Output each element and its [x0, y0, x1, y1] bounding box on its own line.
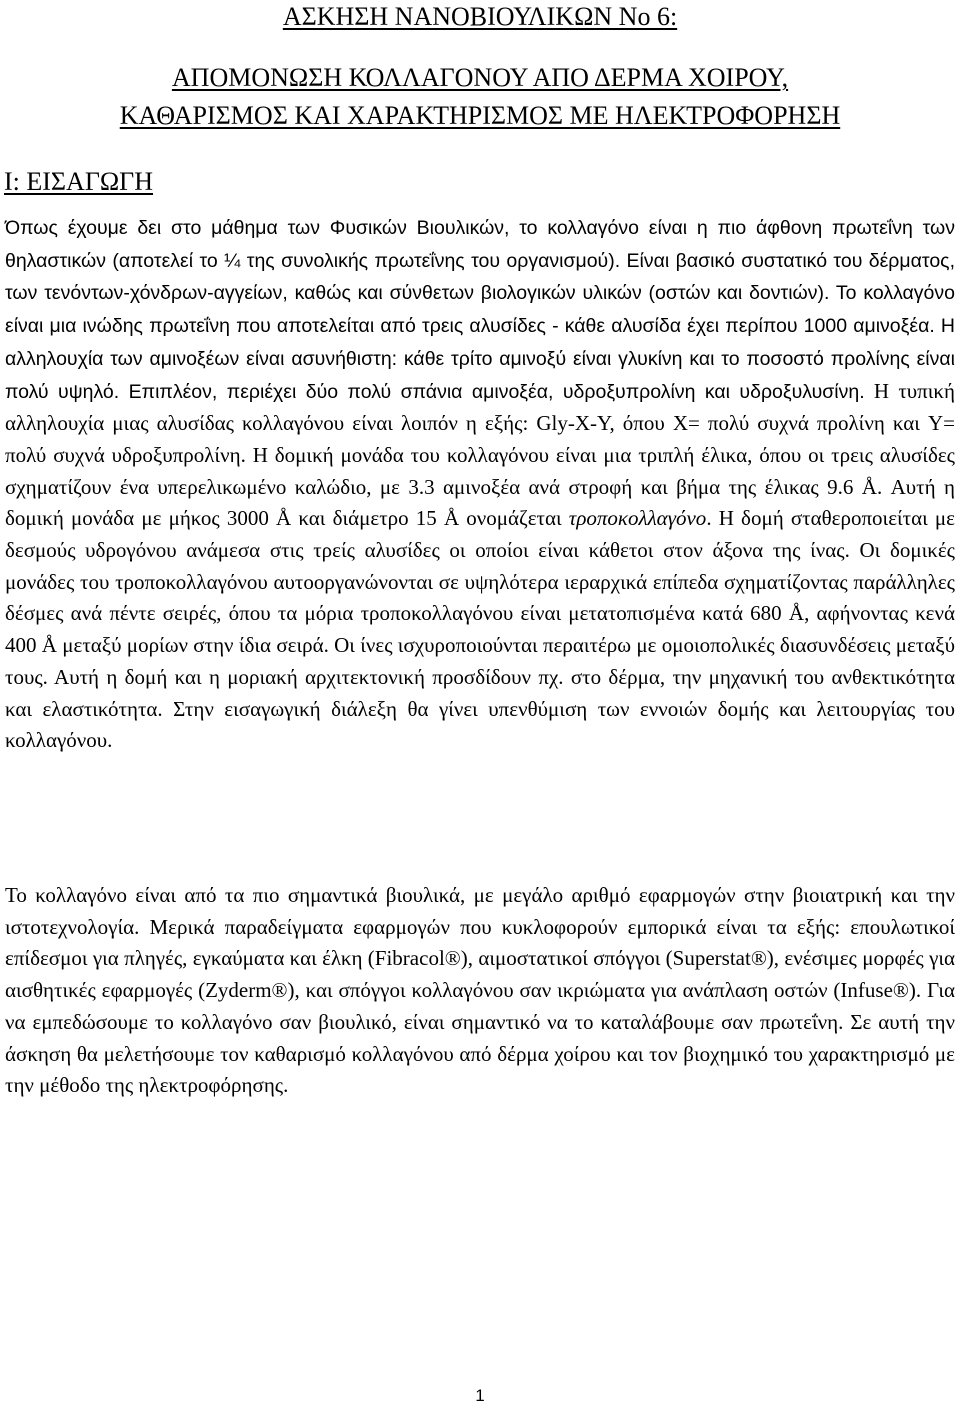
intro-sentence-2: πρωτεΐνη των θηλαστικών (αποτελεί το ¼ της συνολικής πρωτεΐνης του οργανισμού). Είναι βασικό συστατικό του δέρματος, των τενόντων-χόνδρων-αγγείων, καθώς και σύνθετων βιολογικών υλικών (οστών και δοντιών). Το κολλαγόνο είναι μια ινώδης πρωτεΐνη που αποτελείται από τρεις αλυσίδες - κάθε αλυσίδα έχει περίπου 1000 αμινοξέα. Η αλληλουχία των αμινοξέων είναι ασυνήθιστη: κάθε τρίτο αμινοξύ είναι γλυκίνη και το ποσοστό προλίνης είναι πολύ υψηλό. Επιπλέον, περιέχει δύο πολύ σπάνια αμινοξέα, υδροξυπρολίνη και υδροξυλυσίνη.: [5, 217, 955, 403]
tropocollagen-term: τροποκολλαγόνο: [568, 506, 707, 531]
intro-sentence-5: . Η δομή σταθεροποιείται με δεσμούς υδρογόνου ανάμεσα στις τρείς αλυσίδες οι οποίοι είναι κάθετοι στον άξονα της ίνας. Οι δομικές μονάδες του τροποκολλαγόνου αυτοοργανώνονται σε υψηλότερα ιεραρχικά επίπεδα σχηματίζοντας παράλληλες δέσμες ανά πέντε σειρές, όπου τα μόρια τροποκολλαγόνου είναι μετατοπισμένα κατά 680 Å, αφήνοντας κενά 400 Å μεταξύ μορίων στην ίδια σειρά. Οι ίνες ισχυροποιούνται περαιτέρω με ομοιοπολικές διασυνδέσεις μεταξύ τους. Αυτή η δομή και η μοριακή αρχιτεκτονική προσδίδουν πχ. στο δέρμα, την μηχανική του ανθεκτικότητα και ελαστικότητα. Στην εισαγωγική διάλεξη θα γίνει υπενθύμιση των εννοιών δομής και λειτουργίας του κολλαγόνου.: [5, 506, 956, 753]
document-title-line-1: ΑΠΟΜΟΝΩΣΗ ΚΟΛΛΑΓΟΝΟΥ ΑΠΟ ΔΕΡΜΑ ΧΟΙΡΟΥ,: [171, 63, 789, 92]
section-heading: Ι: ΕΙΣΑΓΩΓΗ: [4, 167, 153, 196]
intro-sentence-1: Όπως έχουμε δει στο μάθημα των Φυσικών Βιουλικών, το κολλαγόνο είναι η πιο άφθονη: [5, 217, 832, 239]
page-number: 1: [475, 1386, 485, 1405]
document-title-line-2: ΚΑΘΑΡΙΣΜΟΣ ΚΑΙ ΧΑΡΑΚΤΗΡΙΣΜΟΣ ΜΕ ΗΛΕΚΤΡΟΦΟΡΗΣΗ: [119, 101, 841, 130]
intro-paragraph: [5, 212, 955, 757]
intro-sentence-3: Η τυπική αλληλουχία μιας αλυσίδας κολλαγόνου είναι λοιπόν η εξής: Gly-X-Y, όπου X= πολύ συχνά προλίνη και Y= πολύ συχνά υδροξυπρολίνη. Η δομική μονάδα του κολλαγόνου είναι μια τριπλή έλικα, όπου οι τρεις αλυσίδες σχηματίζουν ένα υπερελικωμένο καλώδιο, με 3.3 αμινοξέα ανά στροφή και βήμα της έλικας 9.6 Å. Αυτή η δομική μονάδα με μήκος 3000 Å και διάμετρο 15 Å ονομάζεται: [5, 378, 955, 531]
applications-paragraph: Το κολλαγόνο είναι από τα πιο σημαντικά βιουλικά, με μεγάλο αριθμό εφαρμογών στην βιοιατρική και την ιστοτεχνολογία. Μερικά παραδείγματα εφαρμογών που κυκλοφορούν εμπορικά είναι τα εξής: επουλωτικοί επίδεσμοι για πληγές, εγκαύματα και έλκη (Fibracol®), αιμοστατικοί σπόγγοι (Superstat®), ενέσιμες μορφές για αισθητικές εφαρμογές (Zyderm®), και σπόγγοι κολλαγόνου σαν ικριώματα για ανάπλαση οστών (Infuse®). Για να εμπεδώσουμε το κολλαγόνο σαν βιουλικό, είναι σημαντικό να το καταλάβουμε σαν πρωτεΐνη. Σε αυτή την άσκηση θα μελετήσουμε τον καθαρισμό κολλαγόνου από δέρμα χοίρου και τον βιοχημικό του χαρακτηρισμό με την μέθοδο της ηλεκτροφόρησης.: [5, 883, 955, 1098]
exercise-title: ΑΣΚΗΣΗ ΝΑΝΟΒΙΟΥΛΙΚΩΝ No 6:: [282, 2, 678, 31]
